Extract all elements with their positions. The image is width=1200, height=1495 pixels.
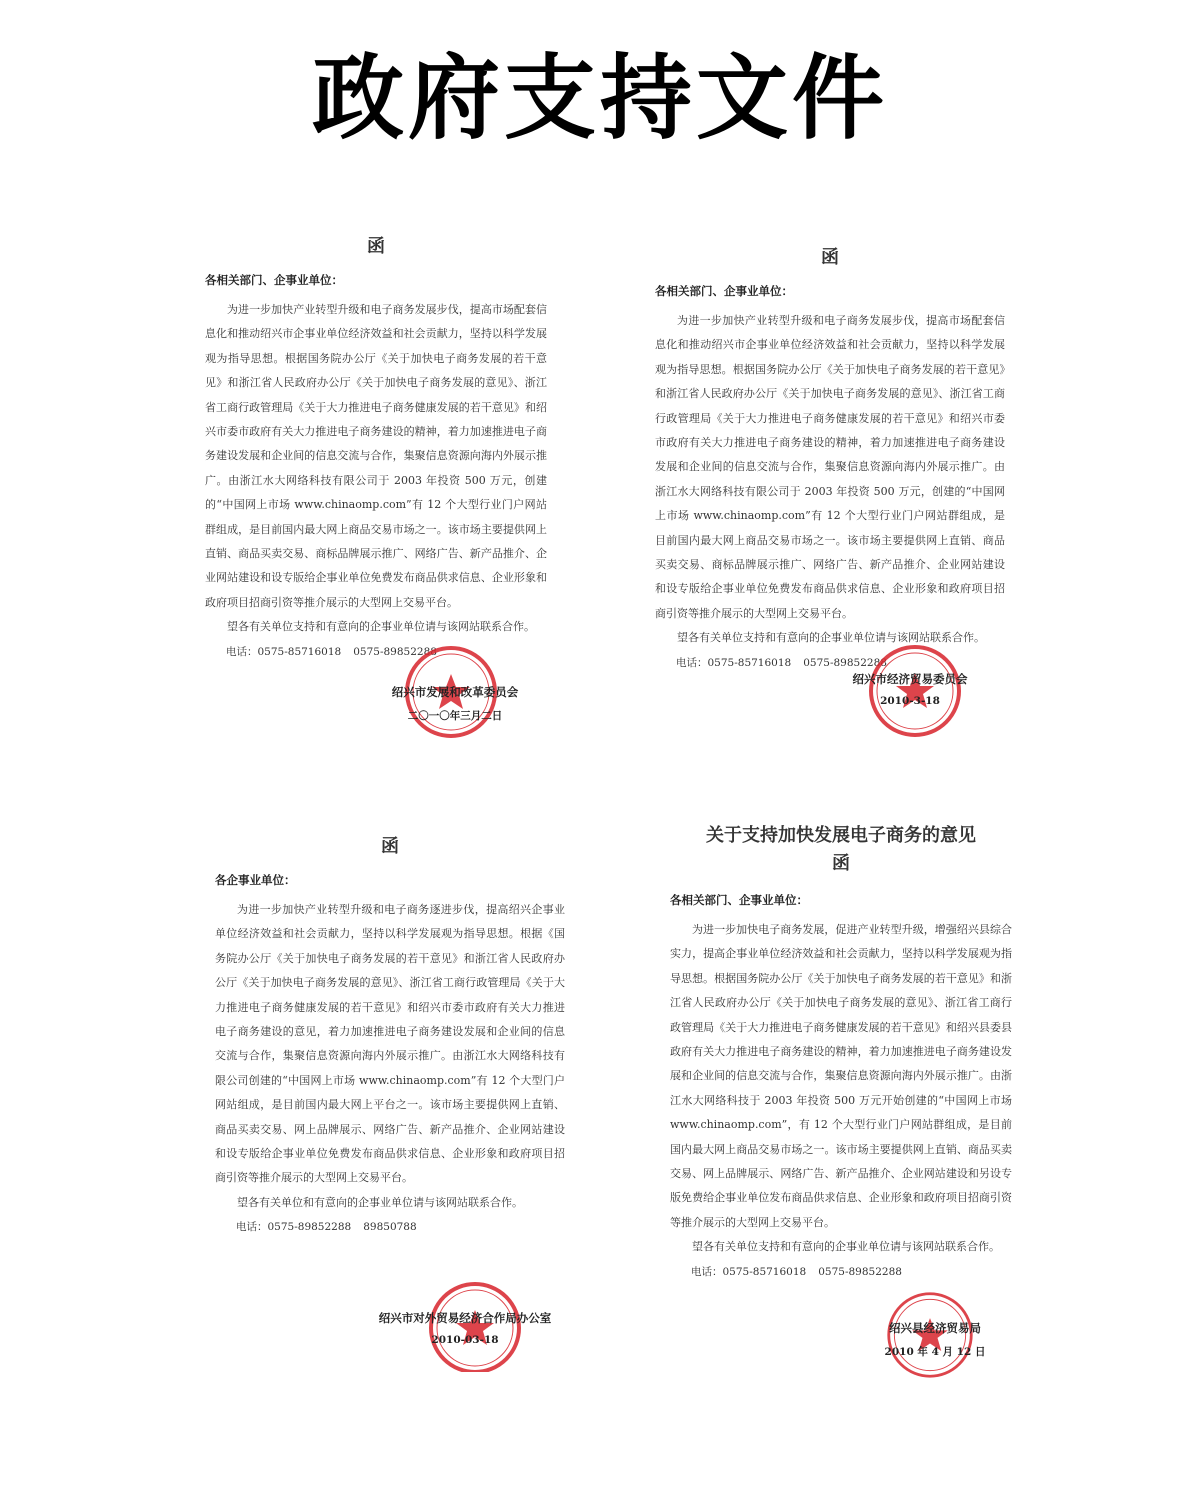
contact-phone: 电话：0575-89852288	[236, 1221, 352, 1234]
document-paragraph: 望各有关单位支持和有意向的企事业单位请与该网站联系合作。	[677, 631, 985, 645]
document-heading: 函	[367, 236, 385, 257]
document-letter-1	[205, 232, 547, 752]
signature-org: 绍兴市对外贸易经济合作局办公室	[378, 1311, 552, 1325]
official-seal-icon	[427, 1280, 523, 1372]
document-paragraph: 为进一步加快产业转型升级和电子商务发展步伐，提高市场配套信息化和推动绍兴市企事业单位经济效益和社会贡献力，坚持以科学发展观为指导思想。根据国务院办公厅《关于加快电子商务发展的若干意见》和浙江省人民政府办公厅《关于加快电子商务发展的意见》、浙江省工商行政管理局《关于大力推进电子商务健康发展的若干意见》和绍兴市委市政府有关大力推进电子商务建设的精神，着力加速推进电子商务建设发展和企业间的信息交流与合作，集聚信息资源向海内外展示推广。由浙江水大网络科技有限公司于 2003 年投资 500 万元，创建的“中国网上市场 www.chinaomp.com”有 12 个大型行业门户网站群组成，是目前国内最大网上商品交易市场之一。该市场主要提供网上直销、商品买卖交易、商标品牌展示推广、网络广告、新产品推介、企业网站建设和设专版给企事业单位免费发布商品供求信息、企业形象和政府项目招商引资等推介展示的大型网上交易平台。	[205, 303, 547, 609]
document-contact	[670, 1264, 1012, 1279]
contact-phone-extra: 0575-89852288	[803, 656, 887, 669]
document-paragraph: 望各有关单位支持和有意向的企事业单位请与该网站联系合作。	[692, 1240, 1000, 1254]
document-paragraph: 为进一步加快产业转型升级和电子商务逐进步伐，提高绍兴企事业单位经济效益和社会贡献力，坚持以科学发展观为指导思想。根据《国务院办公厅《关于加快电子商务发展的若干意见》和浙江省人民政府办公厅《关于加快电子商务发展的意见》、浙江省工商行政管理局《关于大力推进电子商务健康发展的若干意见》和绍兴市委市政府有关大力推进电子商务建设的意见，着力加速推进电子商务建设发展和企业间的信息交流与合作，集聚信息资源向海内外展示推广。由浙江水大网络科技有限公司创建的“中国网上市场 www.chinaomp.com”有 12 个大型门户网站组成，是目前国内最大网上平台之一。该市场主要提供网上直销、商品买卖交易、网上品牌展示、网络广告、新产品推介、企业网站建设和设专版给企事业单位免费发布商品供求信息、企业形象和政府项目招商引资等推介展示的大型网上交易平台。	[215, 903, 565, 1185]
document-paragraph: 为进一步加快电子商务发展，促进产业转型升级，增强绍兴县综合实力，提高企事业单位经济效益和社会贡献力，坚持以科学发展观为指导思想。根据国务院办公厅《关于加快电子商务发展的若干意见》和浙江省人民政府办公厅《关于加快电子商务发展的意见》、浙江省工商行政管理局《关于大力推进电子商务健康发展的若干意见》和绍兴县委县政府有关大力推进电子商务建设的精神，着力加速推进电子商务建设发展和企业间的信息交流与合作，集聚信息资源向海内外展示推广。由浙江水大网络科技于 2003 年投资 500 万元开始创建的“中国网上市场 www.chinaomp.com”，有 12 个大型行业门户网站群组成，是目前国内最大网上商品交易市场之一。该市场主要提供网上直销、商品买卖交易、网上品牌展示、网络广告、新产品推介、企业网站建设和另设专版免费给企事业单位发布商品供求信息、企业形象和政府项目招商引资等推介展示的大型网上交易平台。	[670, 923, 1012, 1229]
document-addressee: 各企事业单位：	[215, 873, 296, 887]
contact-phone-extra: 0575-89852288	[818, 1265, 902, 1278]
document-paragraph: 望各有关单位支持和有意向的企事业单位请与该网站联系合作。	[227, 620, 535, 634]
document-letter-4	[670, 822, 1012, 1382]
document-contact	[215, 1219, 565, 1234]
document-heading: 函	[821, 247, 839, 268]
signature-date: 2010-03-18	[431, 1334, 499, 1346]
document-letter-2	[655, 243, 1005, 763]
document-paragraph: 望各有关单位和有意向的企事业单位请与该网站联系合作。	[237, 1195, 523, 1209]
page-title: 政府支持文件	[311, 45, 888, 152]
contact-phone: 电话：0575-85716018	[691, 1265, 807, 1278]
official-seal-icon	[867, 643, 963, 739]
document-heading: 函	[832, 853, 850, 874]
document-paragraph: 为进一步加快产业转型升级和电子商务发展步伐，提高市场配套信息化和推动绍兴市企事业单位经济效益和社会贡献力，坚持以科学发展观为指导思想。根据国务院办公厅《关于加快电子商务发展的若干意见》和浙江省人民政府办公厅《关于加快电子商务发展的意见》、浙江省工商行政管理局《关于大力推进电子商务健康发展的若干意见》和绍兴市委市政府有关大力推进电子商务建设的精神，着力加速推进电子商务建设发展和企业间的信息交流与合作，集聚信息资源向海内外展示推广。由浙江水大网络科技有限公司于 2003 年投资 500 万元，创建的“中国网上市场 www.chinaomp.com”有 12 个大型行业门户网站群组成，是目前国内最大网上商品交易市场之一。该市场主要提供网上直销、商品买卖交易、商标品牌展示推广、网络广告、新产品推介、企业网站建设和设专版给企事业单位免费发布商品供求信息、企业形象和政府项目招商引资等推介展示的大型网上交易平台。	[655, 314, 1005, 620]
signature-org: 绍兴县经济贸易局	[889, 1321, 981, 1335]
signature-date: 2010-3-18	[880, 695, 940, 707]
contact-phone: 电话：0575-85716018	[226, 645, 342, 658]
document-body	[215, 898, 565, 1215]
document-addressee: 各相关部门、企事业单位：	[655, 284, 793, 298]
document-body	[670, 918, 1012, 1260]
contact-phone: 电话：0575-85716018	[676, 656, 792, 669]
document-title: 关于支持加快发展电子商务的意见	[706, 825, 976, 846]
contact-phone-extra: 89850788	[363, 1221, 417, 1234]
document-heading: 函	[381, 836, 399, 857]
signature-date: 二〇一〇年三月二日	[407, 710, 503, 722]
document-body	[205, 298, 547, 640]
contact-phone-extra: 0575-89852288	[353, 645, 437, 658]
document-body	[655, 309, 1005, 651]
signature-org: 绍兴市发展和改革委员会	[391, 685, 519, 699]
document-addressee: 各相关部门、企事业单位：	[205, 273, 343, 287]
document-letter-3	[215, 832, 565, 1372]
signature-date: 2010 年 4 月 12 日	[884, 1346, 986, 1358]
document-addressee: 各相关部门、企事业单位：	[670, 893, 808, 907]
signature-org: 绍兴市经济贸易委员会	[852, 672, 968, 686]
